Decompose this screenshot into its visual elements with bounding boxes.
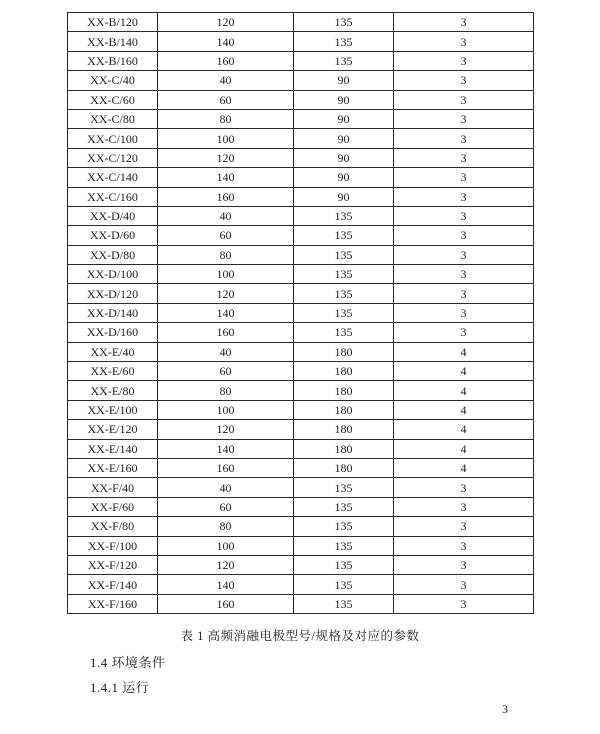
table-cell: XX-E/100 (68, 400, 158, 419)
table-cell: 180 (294, 439, 394, 458)
table-cell: XX-C/140 (68, 168, 158, 187)
table-row (68, 478, 534, 497)
table-cell: 100 (158, 536, 294, 555)
table-cell: 100 (158, 129, 294, 148)
table-cell: 135 (294, 284, 394, 303)
table-caption: 表 1 高频消融电极型号/规格及对应的参数 (180, 629, 420, 643)
table-cell: 4 (394, 439, 534, 458)
table-cell: XX-F/140 (68, 575, 158, 594)
table-row (68, 13, 534, 32)
table-cell: 180 (294, 400, 394, 419)
table-cell: 3 (394, 478, 534, 497)
table-row (68, 575, 534, 594)
table-cell: 3 (394, 129, 534, 148)
table-cell: 120 (158, 148, 294, 167)
table-row (68, 381, 534, 400)
table-row (68, 32, 534, 51)
table-cell: 160 (158, 458, 294, 477)
table-cell: XX-E/60 (68, 362, 158, 381)
table-cell: 90 (294, 148, 394, 167)
table-cell: 135 (294, 478, 394, 497)
table-row (68, 226, 534, 245)
table-cell: 140 (158, 32, 294, 51)
table-cell: XX-E/140 (68, 439, 158, 458)
table-cell: 135 (294, 245, 394, 264)
table-cell: 80 (158, 245, 294, 264)
table-cell: 135 (294, 575, 394, 594)
table-row (68, 168, 534, 187)
table-cell: XX-C/80 (68, 109, 158, 128)
table-cell: XX-D/60 (68, 226, 158, 245)
table-row (68, 245, 534, 264)
table-cell: 135 (294, 51, 394, 70)
table-row (68, 458, 534, 477)
table-cell: 160 (158, 51, 294, 70)
table-row (68, 439, 534, 458)
table-cell: 135 (294, 536, 394, 555)
table-row (68, 129, 534, 148)
table-cell: 135 (294, 555, 394, 574)
table-cell: 135 (294, 206, 394, 225)
table-cell: 180 (294, 362, 394, 381)
table-cell: 90 (294, 90, 394, 109)
table-row (68, 342, 534, 361)
spec-table-container (67, 12, 533, 614)
table-row (68, 517, 534, 536)
table-cell: XX-E/120 (68, 420, 158, 439)
table-cell: 40 (158, 71, 294, 90)
table-cell: 3 (394, 148, 534, 167)
table-cell: 120 (158, 555, 294, 574)
table-cell: 60 (158, 497, 294, 516)
table-row (68, 594, 534, 613)
table-cell: XX-F/60 (68, 497, 158, 516)
table-cell: 135 (294, 517, 394, 536)
table-cell: 3 (394, 517, 534, 536)
table-cell: 3 (394, 32, 534, 51)
table-cell: 140 (158, 303, 294, 322)
table-row (68, 187, 534, 206)
table-cell: 80 (158, 517, 294, 536)
table-row (68, 323, 534, 342)
table-cell: XX-F/120 (68, 555, 158, 574)
table-cell: 135 (294, 303, 394, 322)
table-cell: XX-D/140 (68, 303, 158, 322)
table-cell: 3 (394, 206, 534, 225)
table-cell: 40 (158, 206, 294, 225)
table-cell: 3 (394, 109, 534, 128)
table-cell: 60 (158, 362, 294, 381)
table-cell: 80 (158, 381, 294, 400)
table-cell: 3 (394, 51, 534, 70)
table-cell: 4 (394, 458, 534, 477)
table-cell: 3 (394, 187, 534, 206)
table-cell: XX-F/100 (68, 536, 158, 555)
table-cell: 3 (394, 245, 534, 264)
table-cell: 90 (294, 129, 394, 148)
table-cell: 140 (158, 168, 294, 187)
table-cell: 135 (294, 594, 394, 613)
table-cell: 40 (158, 342, 294, 361)
table-cell: 3 (394, 536, 534, 555)
table-row (68, 265, 534, 284)
table-row (68, 109, 534, 128)
table-cell: 3 (394, 284, 534, 303)
table-cell: 180 (294, 420, 394, 439)
table-cell: 4 (394, 381, 534, 400)
table-cell: 3 (394, 71, 534, 90)
table-cell: XX-D/40 (68, 206, 158, 225)
table-row (68, 148, 534, 167)
table-cell: 3 (394, 594, 534, 613)
table-cell: XX-F/40 (68, 478, 158, 497)
table-cell: 180 (294, 458, 394, 477)
table-cell: 135 (294, 265, 394, 284)
table-cell: XX-C/160 (68, 187, 158, 206)
table-cell: 4 (394, 420, 534, 439)
table-cell: 180 (294, 342, 394, 361)
table-cell: 60 (158, 226, 294, 245)
table-cell: 180 (294, 381, 394, 400)
table-row (68, 536, 534, 555)
table-row (68, 71, 534, 90)
table-cell: 120 (158, 420, 294, 439)
table-row (68, 303, 534, 322)
table-row (68, 206, 534, 225)
table-cell: 90 (294, 109, 394, 128)
table-cell: 3 (394, 555, 534, 574)
table-cell: XX-F/160 (68, 594, 158, 613)
table-cell: 3 (394, 575, 534, 594)
table-cell: 60 (158, 90, 294, 109)
table-cell: 3 (394, 265, 534, 284)
table-cell: 80 (158, 109, 294, 128)
spec-table-body (68, 13, 534, 614)
table-cell: XX-C/60 (68, 90, 158, 109)
table-cell: 140 (158, 439, 294, 458)
section-heading-1-4: 1.4 环境条件 (90, 655, 166, 670)
table-cell: 90 (294, 187, 394, 206)
table-cell: 4 (394, 362, 534, 381)
table-cell: 90 (294, 168, 394, 187)
table-cell: 3 (394, 497, 534, 516)
table-cell: XX-B/140 (68, 32, 158, 51)
table-row (68, 420, 534, 439)
table-cell: XX-B/160 (68, 51, 158, 70)
table-cell: 160 (158, 594, 294, 613)
page-number: 3 (502, 702, 508, 716)
table-cell: XX-F/80 (68, 517, 158, 536)
table-cell: 40 (158, 478, 294, 497)
table-cell: 160 (158, 187, 294, 206)
table-cell: XX-C/40 (68, 71, 158, 90)
table-row (68, 284, 534, 303)
section-heading-1-4-1: 1.4.1 运行 (90, 680, 150, 695)
table-cell: 4 (394, 342, 534, 361)
table-cell: 135 (294, 13, 394, 32)
table-cell: 90 (294, 71, 394, 90)
table-row (68, 90, 534, 109)
table-cell: XX-D/100 (68, 265, 158, 284)
table-row (68, 497, 534, 516)
table-cell: 3 (394, 168, 534, 187)
table-cell: 135 (294, 323, 394, 342)
table-cell: 3 (394, 90, 534, 109)
table-cell: XX-B/120 (68, 13, 158, 32)
table-cell: XX-E/40 (68, 342, 158, 361)
table-cell: XX-C/100 (68, 129, 158, 148)
spec-table (67, 12, 534, 614)
table-cell: XX-C/120 (68, 148, 158, 167)
table-cell: 3 (394, 226, 534, 245)
table-cell: XX-E/160 (68, 458, 158, 477)
table-cell: 100 (158, 265, 294, 284)
table-cell: 120 (158, 284, 294, 303)
table-cell: 135 (294, 497, 394, 516)
table-cell: XX-E/80 (68, 381, 158, 400)
table-cell: 100 (158, 400, 294, 419)
table-cell: 160 (158, 323, 294, 342)
table-row (68, 555, 534, 574)
table-cell: 3 (394, 303, 534, 322)
table-cell: 120 (158, 13, 294, 32)
table-row (68, 51, 534, 70)
table-row (68, 400, 534, 419)
table-cell: 140 (158, 575, 294, 594)
table-cell: 135 (294, 32, 394, 51)
table-cell: XX-D/120 (68, 284, 158, 303)
table-cell: 135 (294, 226, 394, 245)
table-cell: XX-D/160 (68, 323, 158, 342)
table-cell: 3 (394, 13, 534, 32)
table-row (68, 362, 534, 381)
table-cell: XX-D/80 (68, 245, 158, 264)
table-cell: 4 (394, 400, 534, 419)
table-cell: 3 (394, 323, 534, 342)
